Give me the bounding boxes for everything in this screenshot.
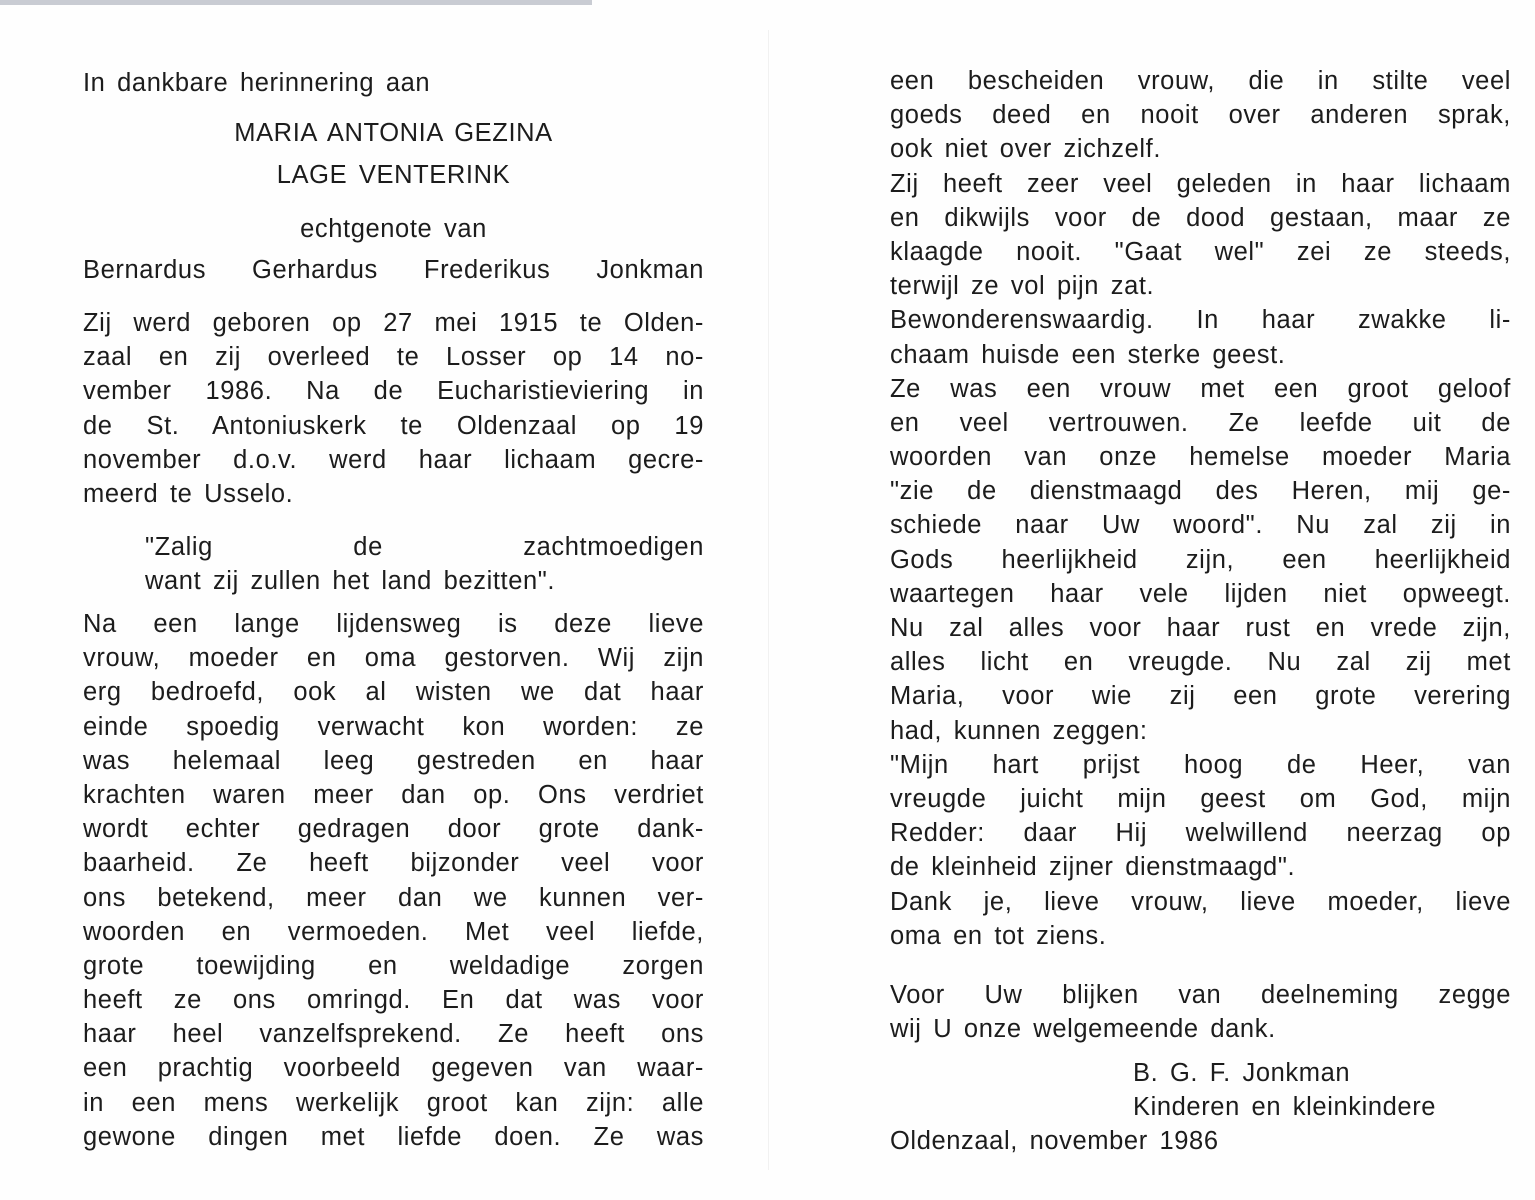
tribute-paragraph [83, 607, 704, 1154]
signature-family: Kinderen en kleinkindere [1133, 1093, 1437, 1122]
spouse-block [83, 212, 704, 287]
tribute-continued [890, 64, 1511, 953]
text-line: woorden en vermoeden. Met veel liefde, [83, 917, 704, 946]
text-line: Nu zal alles voor haar rust en vrede zijn, [890, 614, 1511, 642]
text-line: "Zalig de zachtmoedigen [145, 533, 704, 561]
spouse-label: echtgenote van [300, 215, 487, 243]
name-line-1: MARIA ANTONIA GEZINA [234, 119, 553, 147]
text-line: Gods heerlijkheid zijn, een heerlijkheid [890, 545, 1511, 574]
text-line: woorden van onze hemelse moeder Maria [890, 443, 1511, 472]
text-line: Zij heeft zeer veel geleden in haar lichaam [890, 169, 1511, 198]
text-line: meerd te Usselo. [83, 479, 294, 508]
intro-text: In dankbare herinnering aan [83, 69, 431, 97]
text-line: de kleinheid zijner dienstmaagd". [890, 853, 1296, 882]
paragraph [890, 885, 1511, 953]
text-line: en veel vertrouwen. Ze leefde uit de [890, 408, 1511, 437]
text-line: "zie de dienstmaagd des Heren, mij ge- [890, 477, 1511, 506]
text-line: een prachtig voorbeeld gegeven van waar- [83, 1054, 704, 1083]
text-line: erg bedroefd, ook al wisten we dat haar [83, 678, 704, 707]
text-line: was helemaal leeg gestreden en haar [83, 746, 704, 775]
paragraph [890, 303, 1511, 371]
text-line: Maria, voor wie zij een grote verering [890, 682, 1511, 711]
text-line: heeft ze ons omringd. En dat was voor [83, 986, 704, 1015]
text-line: "Mijn hart prijst hoog de Heer, van [890, 750, 1511, 779]
paragraph [890, 748, 1511, 885]
text-line: en dikwijls voor de dood gestaan, maar ze [890, 203, 1511, 232]
scan-edge-bar [0, 0, 592, 5]
text-line: in een mens werkelijk groot kan zijn: alle [83, 1088, 704, 1117]
signature-block [890, 1056, 1511, 1124]
text-line: de St. Antoniuskerk te Oldenzaal op 19 [83, 411, 704, 440]
card-fold [768, 30, 769, 1170]
text-line: Dank je, lieve vrouw, lieve moeder, lieve [890, 887, 1511, 916]
text-line: ons betekend, meer dan we kunnen ver- [83, 883, 704, 912]
text-line: krachten waren meer dan op. Ons verdriet [83, 780, 704, 809]
text-line: oma en tot ziens. [890, 921, 1107, 950]
text-line: zaal en zij overleed te Losser op 14 no- [83, 343, 704, 372]
text-line: terwijl ze vol pijn zat. [890, 272, 1155, 301]
text-line: einde spoedig verwacht kon worden: ze [83, 712, 704, 741]
text-line: een bescheiden vrouw, die in stilte veel [890, 67, 1511, 95]
text-line: wij U onze welgemeende dank. [890, 1015, 1276, 1044]
text-line: haar heel vanzelfsprekend. Ze heeft ons [83, 1020, 704, 1049]
text-line: Na een lange lijdensweg is deze lieve [83, 610, 704, 638]
paragraph [890, 372, 1511, 748]
text-line: schiede naar Uw woord". Nu zal zij in [890, 511, 1511, 540]
text-line: Ze was een vrouw met een groot geloof [890, 374, 1511, 403]
text-line: vrouw, moeder en oma gestorven. Wij zijn [83, 644, 704, 673]
text-line: chaam huisde een sterke geest. [890, 340, 1286, 369]
text-line: vreugde juicht mijn geest om God, mijn [890, 784, 1511, 813]
text-line: Bewonderenswaardig. In haar zwakke li- [890, 306, 1511, 335]
biography-paragraph [83, 306, 704, 511]
text-line: had, kunnen zeggen: [890, 716, 1148, 745]
bible-quote [83, 530, 704, 598]
text-line: alles licht en vreugde. Nu zal zij met [890, 648, 1511, 677]
text-line: klaagde nooit. "Gaat wel" zei ze steeds, [890, 237, 1511, 266]
text-line: goeds deed en nooit over anderen sprak, [890, 101, 1511, 130]
text-line: wordt echter gedragen door grote dank- [83, 815, 704, 844]
paragraph [890, 167, 1511, 304]
text-line: baarheid. Ze heeft bijzonder veel voor [83, 849, 704, 878]
text-line: november d.o.v. werd haar lichaam gecre- [83, 445, 704, 474]
thanks-paragraph [890, 978, 1511, 1046]
intro-block [83, 66, 704, 100]
text-line: Redder: daar Hij welwillend neerzag op [890, 819, 1511, 848]
signature-name: B. G. F. Jonkman [1133, 1059, 1351, 1087]
text-line: vember 1986. Na de Eucharistieviering in [83, 377, 704, 406]
paragraph [890, 64, 1511, 167]
name-line-2: LAGE VENTERINK [276, 161, 511, 189]
text-line: grote toewijding en weldadige zorgen [83, 951, 704, 980]
place-date: Oldenzaal, november 1986 [890, 1127, 1219, 1155]
text-line: waartegen haar vele lijden niet opweegt. [890, 579, 1511, 608]
spouse-name: Bernardus Gerhardus Frederikus Jonkman [83, 256, 704, 284]
text-line: Voor Uw blijken van deelneming zegge [890, 981, 1511, 1009]
deceased-name [83, 116, 704, 192]
text-line: Zij werd geboren op 27 mei 1915 te Olden- [83, 309, 704, 337]
text-line: gewone dingen met liefde doen. Ze was [83, 1122, 704, 1151]
place-date-block [890, 1124, 1511, 1158]
text-line: ook niet over zichzelf. [890, 135, 1162, 164]
text-line: want zij zullen het land bezitten". [145, 567, 556, 596]
